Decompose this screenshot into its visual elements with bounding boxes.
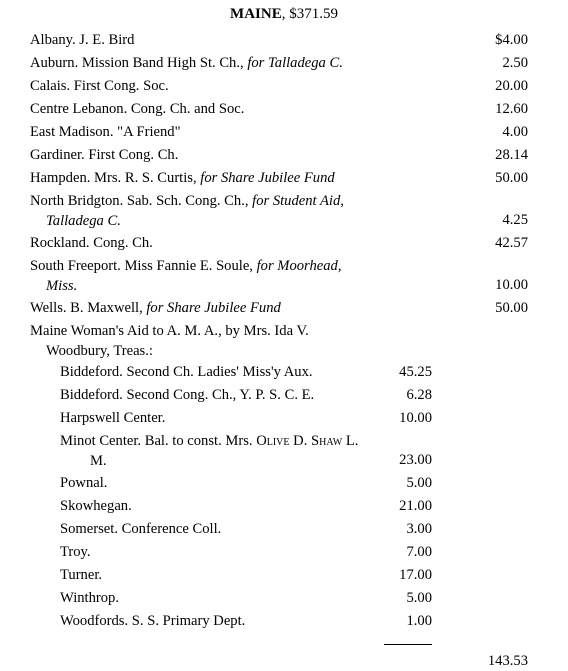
donation-amount: 10.00	[495, 277, 528, 293]
sub-entry-text: Somerset. Conference Coll.	[60, 521, 222, 537]
entry-text: Maine Woman's Aid to A. M. A., by Mrs. Ida V.	[30, 323, 309, 339]
sub-entry-text: Skowhegan.	[60, 498, 132, 514]
donation-amount: 4.25	[502, 212, 528, 228]
sub-donation-entry	[60, 542, 400, 562]
sub-entry-text: Pownal.	[60, 475, 108, 491]
entry-text: Calais. First Cong. Soc.	[30, 78, 169, 94]
entry-continuation: Miss.	[46, 278, 78, 294]
donation-amount: 28.14	[495, 147, 528, 163]
sub-entry-text: Harpswell Center.	[60, 410, 166, 426]
sub-entry-name-first: Olive	[256, 433, 290, 449]
sub-entry-text-mid: D.	[289, 433, 312, 449]
donation-entry	[30, 191, 470, 231]
sub-donation-entry	[60, 408, 400, 428]
donation-amount: 2.50	[502, 55, 528, 71]
donation-amount: 50.00	[495, 300, 528, 316]
donation-entry	[30, 321, 470, 361]
sub-donation-entry	[60, 519, 400, 539]
donation-amount: 42.57	[495, 235, 528, 251]
sub-donation-amount: 45.25	[399, 364, 432, 380]
entry-text: Auburn. Mission Band High St. Ch.,	[30, 55, 248, 71]
entry-note: for Talladega C.	[247, 55, 343, 71]
sub-entry-continuation: M.	[90, 453, 107, 469]
donation-entry	[30, 233, 470, 253]
sub-donation-entry	[60, 611, 400, 631]
donation-entry	[30, 256, 470, 296]
entry-note: for Moorhead,	[256, 258, 342, 274]
sub-entry-text: Winthrop.	[60, 590, 119, 606]
entry-text: Albany. J. E. Bird	[30, 32, 135, 48]
state-name: MAINE	[230, 6, 282, 22]
entry-text: North Bridgton. Sab. Sch. Cong. Ch.,	[30, 193, 253, 209]
entry-continuation: Woodbury, Treas.:	[46, 343, 153, 359]
subtotal-rule	[384, 644, 432, 645]
donation-entry	[30, 122, 470, 142]
sub-donation-amount: 6.28	[406, 387, 432, 403]
sub-entry-text: Woodfords. S. S. Primary Dept.	[60, 613, 246, 629]
donation-amount: 20.00	[495, 78, 528, 94]
donation-amount: 50.00	[495, 170, 528, 186]
sub-donation-amount: 3.00	[406, 521, 432, 537]
sub-donation-entry	[60, 565, 400, 585]
entry-continuation: Talladega C.	[46, 213, 121, 229]
donation-entry	[30, 145, 470, 165]
sub-donation-entry	[60, 473, 400, 493]
sub-donation-amount: 23.00	[399, 452, 432, 468]
sub-entry-text: Turner.	[60, 567, 103, 583]
donation-amount: 4.00	[502, 124, 528, 140]
sub-entry-text: Biddeford. Second Ch. Ladies' Miss'y Aux.	[60, 364, 313, 380]
sub-donation-entry	[60, 496, 400, 516]
donation-entry	[30, 30, 470, 50]
sub-entry-text-end: L.	[342, 433, 359, 449]
subtotal-amount: 143.53	[487, 653, 528, 669]
entry-note: for Student Aid,	[252, 193, 344, 209]
sub-donation-amount: 17.00	[399, 567, 432, 583]
sub-donation-amount: 21.00	[399, 498, 432, 514]
donation-entry	[30, 168, 470, 188]
sub-donation-amount: 5.00	[406, 590, 432, 606]
sub-donation-amount: 5.00	[406, 475, 432, 491]
donation-entry	[30, 99, 470, 119]
sub-entry-name-last: Shaw	[311, 433, 343, 449]
sub-donation-entry	[60, 385, 400, 405]
sub-donation-entry	[60, 431, 400, 471]
entry-text: East Madison. "A Friend"	[30, 124, 181, 140]
entry-text: Hampden. Mrs. R. S. Curtis,	[30, 170, 201, 186]
entry-text: Centre Lebanon. Cong. Ch. and Soc.	[30, 101, 245, 117]
sub-donation-amount: 10.00	[399, 410, 432, 426]
entry-note: for Share Jubilee Fund	[146, 300, 281, 316]
entry-note: for Share Jubilee Fund	[200, 170, 335, 186]
sub-donation-entry	[60, 362, 400, 382]
sub-entry-text: Troy.	[60, 544, 91, 560]
donation-entry	[30, 298, 470, 318]
entry-text: Rockland. Cong. Ch.	[30, 235, 153, 251]
donation-amount: 12.60	[495, 101, 528, 117]
sub-entry-text: Minot Center. Bal. to const. Mrs.	[60, 433, 257, 449]
state-total: , $371.59	[281, 6, 338, 22]
sub-donation-entry	[60, 588, 400, 608]
donation-entry	[30, 76, 470, 96]
entry-text: Gardiner. First Cong. Ch.	[30, 147, 179, 163]
entry-text: South Freeport. Miss Fannie E. Soule,	[30, 258, 257, 274]
entry-text: Wells. B. Maxwell,	[30, 300, 147, 316]
sub-donation-amount: 7.00	[406, 544, 432, 560]
donation-amount: $4.00	[495, 32, 528, 48]
donation-entry	[30, 53, 470, 73]
section-heading	[0, 6, 568, 23]
sub-donation-amount: 1.00	[406, 613, 432, 629]
sub-entry-text: Biddeford. Second Cong. Ch., Y. P. S. C. E.	[60, 387, 315, 403]
